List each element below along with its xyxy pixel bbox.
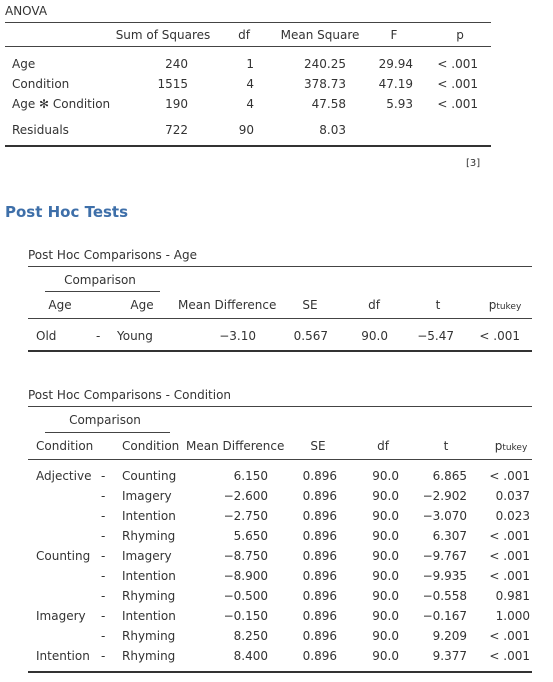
posthoc-condition-cell-df: 90.0: [372, 609, 399, 623]
posthoc-condition-cell-md: 5.650: [233, 529, 268, 543]
posthoc-condition-cell-t: 6.307: [432, 529, 467, 543]
posthoc-condition-cell-md: −8.900: [223, 569, 268, 583]
anova-cell-ss: 722: [165, 123, 188, 137]
posthoc-condition-cell-df: 90.0: [372, 469, 399, 483]
posthoc-age-header-age1: Age: [48, 298, 72, 312]
posthoc-condition-top-rule: [28, 406, 532, 407]
posthoc-condition-header-ptukey: ptukey: [494, 439, 528, 453]
anova-title: ANOVA: [5, 4, 48, 18]
anova-cell-df: 4: [246, 77, 254, 91]
posthoc-condition-cell-t: −2.902: [422, 489, 467, 503]
posthoc-condition-cell-a: Imagery: [36, 609, 86, 623]
anova-bottom-rule: [5, 145, 491, 147]
anova-note: [3]: [466, 158, 481, 169]
posthoc-condition-cell-se: 0.896: [302, 589, 337, 603]
posthoc-condition-cell-se: 0.896: [302, 549, 337, 563]
posthoc-condition-cell-md: −8.750: [223, 549, 268, 563]
posthoc-condition-cell-dash: -: [101, 469, 106, 483]
posthoc-age-top-rule: [28, 266, 532, 267]
posthoc-condition-cell-p: < .001: [489, 629, 530, 643]
posthoc-condition-cell-b: Rhyming: [122, 589, 176, 603]
posthoc-age-comparison-label: Comparison: [64, 273, 136, 287]
posthoc-condition-cell-t: −9.935: [422, 569, 467, 583]
posthoc-age-cell-df: 90.0: [361, 329, 388, 343]
posthoc-condition-cell-p: < .001: [489, 569, 530, 583]
anova-cell-p: < .001: [437, 97, 478, 111]
anova-cell-df: 4: [246, 97, 254, 111]
anova-header-p: p: [456, 28, 464, 42]
anova-cell-term: Age ✻ Condition: [12, 97, 111, 111]
posthoc-age-cell-t: −5.47: [417, 329, 454, 343]
anova-cell-term: Age: [12, 57, 36, 71]
posthoc-age-cell-a: Old: [36, 329, 57, 343]
posthoc-condition-cell-p: < .001: [489, 529, 530, 543]
posthoc-condition-header-rule: [28, 459, 532, 460]
posthoc-condition-cell-p: < .001: [489, 549, 530, 563]
anova-cell-ms: 47.58: [311, 97, 346, 111]
posthoc-condition-cell-p: 0.023: [495, 509, 530, 523]
posthoc-condition-cell-se: 0.896: [302, 509, 337, 523]
posthoc-condition-cell-df: 90.0: [372, 549, 399, 563]
posthoc-condition-cell-md: 8.250: [233, 629, 268, 643]
anova-header-ss: Sum of Squares: [115, 28, 211, 42]
anova-cell-ss: 240: [165, 57, 188, 71]
posthoc-condition-cell-dash: -: [101, 629, 106, 643]
posthoc-condition-cell-b: Counting: [122, 469, 177, 483]
posthoc-age-header-ptukey: ptukey: [488, 298, 522, 312]
posthoc-condition-cell-se: 0.896: [302, 469, 337, 483]
posthoc-condition-cell-p: 0.981: [495, 589, 530, 603]
posthoc-condition-cell-md: −2.750: [223, 509, 268, 523]
posthoc-condition-cell-a: Counting: [36, 549, 91, 563]
posthoc-condition-title: Post Hoc Comparisons - Condition: [28, 388, 232, 402]
anova-cell-term: Condition: [12, 77, 70, 91]
posthoc-condition-comparison-rule: [45, 432, 170, 433]
posthoc-condition-cell-df: 90.0: [372, 649, 399, 663]
posthoc-age-comparison-rule: [45, 291, 160, 292]
posthoc-age-header-md: Mean Difference: [178, 298, 277, 312]
posthoc-condition-cell-se: 0.896: [302, 609, 337, 623]
posthoc-age-header-se: SE: [302, 298, 318, 312]
posthoc-condition-cell-p: 0.037: [495, 489, 530, 503]
posthoc-condition-cell-p: < .001: [489, 649, 530, 663]
anova-cell-ms: 240.25: [304, 57, 346, 71]
anova-cell-ss: 1515: [157, 77, 188, 91]
anova-cell-df: 1: [246, 57, 254, 71]
posthoc-condition-cell-md: −2.600: [223, 489, 268, 503]
posthoc-condition-bottom-rule: [28, 671, 532, 673]
posthoc-condition-cell-a: Intention: [36, 649, 90, 663]
anova-header-f: F: [390, 28, 398, 42]
posthoc-condition-cell-md: 8.400: [233, 649, 268, 663]
anova-cell-ms: 378.73: [304, 77, 346, 91]
anova-cell-ss: 190: [165, 97, 188, 111]
posthoc-condition-cell-b: Rhyming: [122, 649, 176, 663]
posthoc-condition-comparison-label: Comparison: [69, 413, 141, 427]
anova-header-df: df: [238, 28, 250, 42]
posthoc-condition-cell-dash: -: [101, 489, 106, 503]
posthoc-condition-header-df: df: [377, 439, 389, 453]
posthoc-condition-cell-b: Imagery: [122, 489, 172, 503]
posthoc-age-cell-dash: -: [96, 329, 101, 343]
posthoc-condition-cell-b: Rhyming: [122, 629, 176, 643]
posthoc-age-title: Post Hoc Comparisons - Age: [28, 248, 197, 262]
posthoc-condition-cell-dash: -: [101, 649, 106, 663]
posthoc-condition-cell-se: 0.896: [302, 529, 337, 543]
posthoc-condition-cell-se: 0.896: [302, 649, 337, 663]
posthoc-condition-cell-df: 90.0: [372, 589, 399, 603]
posthoc-condition-header-c1: Condition: [36, 439, 94, 453]
posthoc-condition-cell-df: 90.0: [372, 529, 399, 543]
posthoc-age-cell-p: < .001: [479, 329, 520, 343]
posthoc-condition-header-c2: Condition: [122, 439, 180, 453]
posthoc-condition-cell-t: 9.377: [432, 649, 467, 663]
posthoc-condition-header-se: SE: [310, 439, 326, 453]
posthoc-condition-cell-p: < .001: [489, 469, 530, 483]
posthoc-age-header-age2: Age: [130, 298, 154, 312]
anova-cell-f: 29.94: [378, 57, 413, 71]
posthoc-age-bottom-rule: [28, 350, 532, 352]
posthoc-condition-header-md: Mean Difference: [186, 439, 285, 453]
anova-cell-f: 47.19: [378, 77, 413, 91]
anova-cell-p: < .001: [437, 57, 478, 71]
posthoc-condition-cell-t: 6.865: [432, 469, 467, 483]
posthoc-condition-cell-a: Adjective: [36, 469, 92, 483]
posthoc-condition-cell-dash: -: [101, 589, 106, 603]
posthoc-condition-cell-t: 9.209: [432, 629, 467, 643]
anova-cell-term: Residuals: [12, 123, 69, 137]
anova-cell-f: 5.93: [386, 97, 413, 111]
posthoc-condition-cell-b: Intention: [122, 509, 176, 523]
posthoc-condition-cell-t: −3.070: [422, 509, 467, 523]
posthoc-condition-cell-b: Imagery: [122, 549, 172, 563]
posthoc-condition-cell-p: 1.000: [495, 609, 530, 623]
posthoc-age-header-t: t: [435, 298, 441, 312]
posthoc-condition-cell-md: 6.150: [233, 469, 268, 483]
posthoc-condition-cell-dash: -: [101, 609, 106, 623]
posthoc-age-header-rule: [28, 318, 532, 319]
posthoc-age-cell-md: −3.10: [219, 329, 256, 343]
posthoc-condition-cell-b: Intention: [122, 609, 176, 623]
posthoc-condition-cell-df: 90.0: [372, 489, 399, 503]
posthoc-condition-header-t: t: [443, 439, 449, 453]
anova-header-rule: [5, 46, 491, 47]
anova-cell-p: < .001: [437, 77, 478, 91]
posthoc-condition-cell-df: 90.0: [372, 509, 399, 523]
posthoc-condition-cell-se: 0.896: [302, 569, 337, 583]
posthoc-condition-cell-df: 90.0: [372, 629, 399, 643]
posthoc-age-cell-b: Young: [117, 329, 153, 343]
posthoc-condition-cell-df: 90.0: [372, 569, 399, 583]
posthoc-condition-cell-t: −0.558: [422, 589, 467, 603]
posthoc-condition-cell-se: 0.896: [302, 629, 337, 643]
posthoc-condition-cell-dash: -: [101, 509, 106, 523]
post-hoc-section-title: Post Hoc Tests: [5, 203, 129, 221]
posthoc-condition-cell-dash: -: [101, 569, 106, 583]
anova-cell-ms: 8.03: [319, 123, 346, 137]
posthoc-condition-cell-b: Intention: [122, 569, 176, 583]
posthoc-condition-cell-dash: -: [101, 549, 106, 563]
posthoc-age-header-df: df: [368, 298, 380, 312]
posthoc-condition-cell-se: 0.896: [302, 489, 337, 503]
posthoc-condition-cell-dash: -: [101, 529, 106, 543]
anova-cell-df: 90: [238, 123, 254, 137]
posthoc-condition-cell-t: −0.167: [422, 609, 467, 623]
posthoc-condition-cell-md: −0.150: [223, 609, 268, 623]
posthoc-condition-cell-t: −9.767: [422, 549, 467, 563]
posthoc-condition-cell-b: Rhyming: [122, 529, 176, 543]
anova-header-ms: Mean Square: [280, 28, 360, 42]
posthoc-condition-cell-md: −0.500: [223, 589, 268, 603]
posthoc-age-cell-se: 0.567: [293, 329, 328, 343]
anova-top-rule: [5, 22, 491, 23]
